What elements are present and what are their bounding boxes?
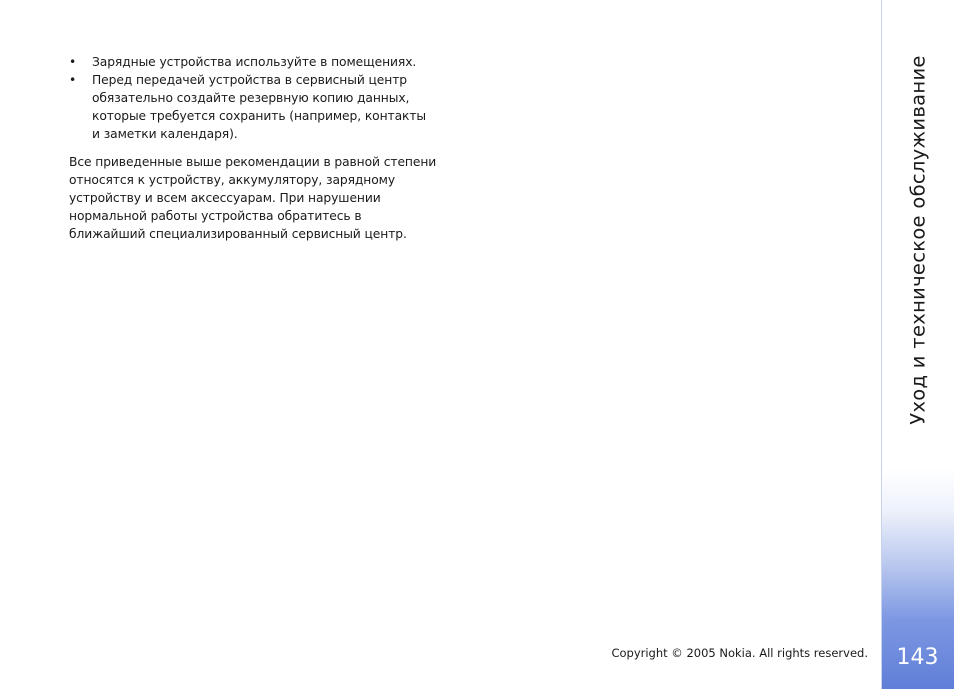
bullet-marker: •	[69, 55, 77, 69]
bullet-line: Перед передачей устройства в сервисный центр	[92, 73, 407, 87]
bullet-line: которые требуется сохранить (например, контакты	[92, 109, 427, 123]
paragraph-line: Все приведенные выше рекомендации в равной степени	[69, 155, 437, 169]
bullet-item	[69, 53, 459, 71]
bullet-line: обязательно создайте резервную копию данных,	[92, 91, 410, 105]
copyright-footer: Copyright © 2005 Nokia. All rights reserved.	[611, 646, 868, 660]
paragraph-line: относятся к устройству, аккумулятору, зарядному	[69, 173, 396, 187]
paragraph-line: ближайший специализированный сервисный центр.	[69, 227, 407, 241]
main-content	[69, 53, 459, 243]
bullet-item	[69, 71, 459, 143]
bullet-line: Зарядные устройства используйте в помещениях.	[92, 55, 417, 69]
bullet-list	[69, 53, 459, 143]
bullet-marker: •	[69, 73, 77, 87]
body-paragraph	[69, 153, 459, 243]
paragraph-line: нормальной работы устройства обратитесь в	[69, 209, 362, 223]
section-title: Уход и техническое обслуживание	[906, 55, 930, 425]
page-number: 143	[896, 645, 939, 670]
bullet-line: и заметки календаря).	[92, 127, 238, 141]
paragraph-line: устройству и всем аксессуарам. При нарушении	[69, 191, 381, 205]
